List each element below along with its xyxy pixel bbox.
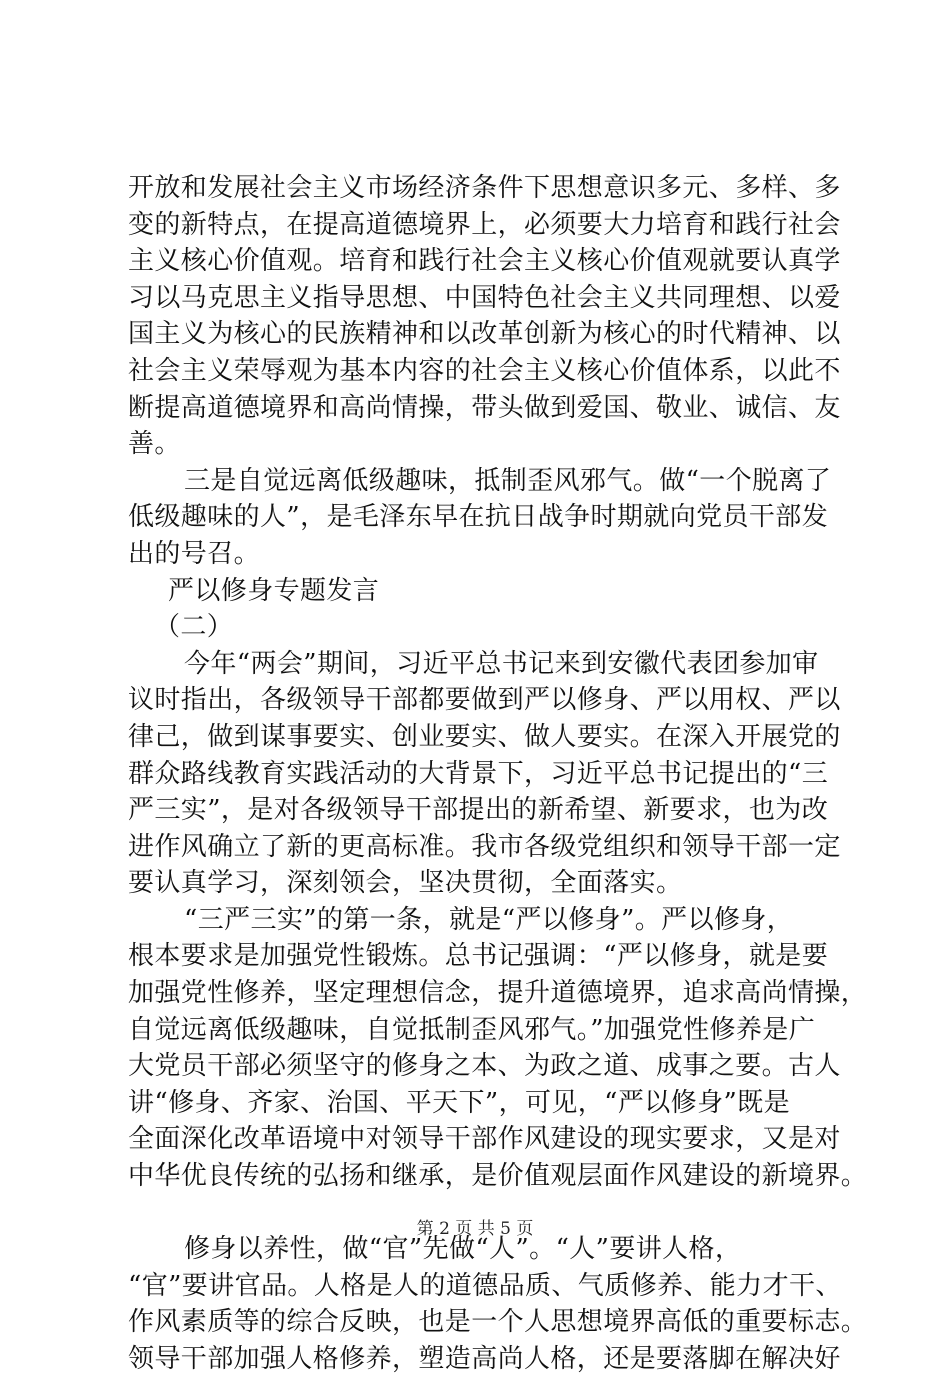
section-heading: 严以修身专题发言: [168, 575, 380, 606]
text-line: 变的新特点，在提高道德境界上，必须要大力培育和践行社会: [128, 209, 841, 240]
text-line: 进作风确立了新的更高标准。我市各级党组织和领导干部一定: [128, 831, 841, 862]
text-line: 讲“修身、齐家、治国、平天下”，可见，“严以修身”既是: [128, 1087, 790, 1118]
text-line: 国主义为核心的民族精神和以改革创新为核心的时代精神、以: [128, 319, 841, 350]
text-line: 主义核心价值观。培育和践行社会主义核心价值观就要认真学: [128, 246, 841, 277]
text-line: 开放和发展社会主义市场经济条件下思想意识多元、多样、多: [128, 173, 841, 203]
text-line: 习以马克思主义指导思想、中国特色社会主义共同理想、以爱: [128, 282, 841, 313]
text-line: “官”要讲官品。人格是人的道德品质、气质修养、能力才干、: [128, 1270, 842, 1301]
text-line: 大党员干部必须坚守的修身之本、为政之道、成事之要。古人: [128, 1051, 841, 1082]
text-line: 群众路线教育实践活动的大背景下，习近平总书记提出的“三: [128, 758, 829, 789]
text-line: 善。: [128, 429, 181, 460]
text-line: 加强党性修养，坚定理想信念，提升道德境界，追求高尚情操，: [128, 978, 868, 1009]
text-line: 作风素质等的综合反映，也是一个人思想境界高低的重要标志。: [128, 1307, 868, 1338]
text-line: 自觉远离低级趣味，自觉抵制歪风邪气。”加强党性修养是广: [128, 1014, 816, 1045]
page-number-footer: 第 2 页 共 5 页: [416, 1219, 534, 1239]
text-line: 要认真学习，深刻领会，坚决贯彻，全面落实。: [128, 868, 683, 899]
text-line: 社会主义荣辱观为基本内容的社会主义核心价值体系，以此不: [128, 355, 841, 386]
text-line: 出的号召。: [128, 538, 261, 569]
paragraph-start-line: “三严三实”的第一条，就是“严以修身”。严以修身，: [184, 904, 794, 935]
section-number: （二）: [154, 612, 234, 643]
document-body: [128, 170, 868, 1378]
text-line: 议时指出，各级领导干部都要做到严以修身、严以用权、严以: [128, 685, 841, 716]
text-line: 全面深化改革语境中对领导干部作风建设的现实要求，又是对: [128, 1124, 841, 1155]
paragraph-start-line: 修身以养性，做“官”先做“人”。“人”要讲人格，: [184, 1234, 742, 1265]
text-line: 根本要求是加强党性锻炼。总书记强调：“严以修身，就是要: [128, 941, 829, 972]
text-line: 律己，做到谋事要实、创业要实、做人要实。在深入开展党的: [128, 721, 841, 752]
text-line: 中华优良传统的弘扬和继承，是价值观层面作风建设的新境界。: [128, 1161, 868, 1192]
text-line: 断提高道德境界和高尚情操，带头做到爱国、敬业、诚信、友: [128, 392, 841, 423]
text-line: 低级趣味的人”，是毛泽东早在抗日战争时期就向党员干部发: [128, 502, 829, 533]
text-line: 领导干部加强人格修养，塑造高尚人格，还是要落脚在解决好: [128, 1344, 841, 1374]
paragraph-start-line: 三是自觉远离低级趣味，抵制歪风邪气。做“一个脱离了: [184, 465, 832, 496]
paragraph-start-line: 今年“两会”期间，习近平总书记来到安徽代表团参加审: [184, 648, 819, 679]
text-line: 严三实”，是对各级领导干部提出的新希望、新要求，也为改: [128, 795, 829, 826]
